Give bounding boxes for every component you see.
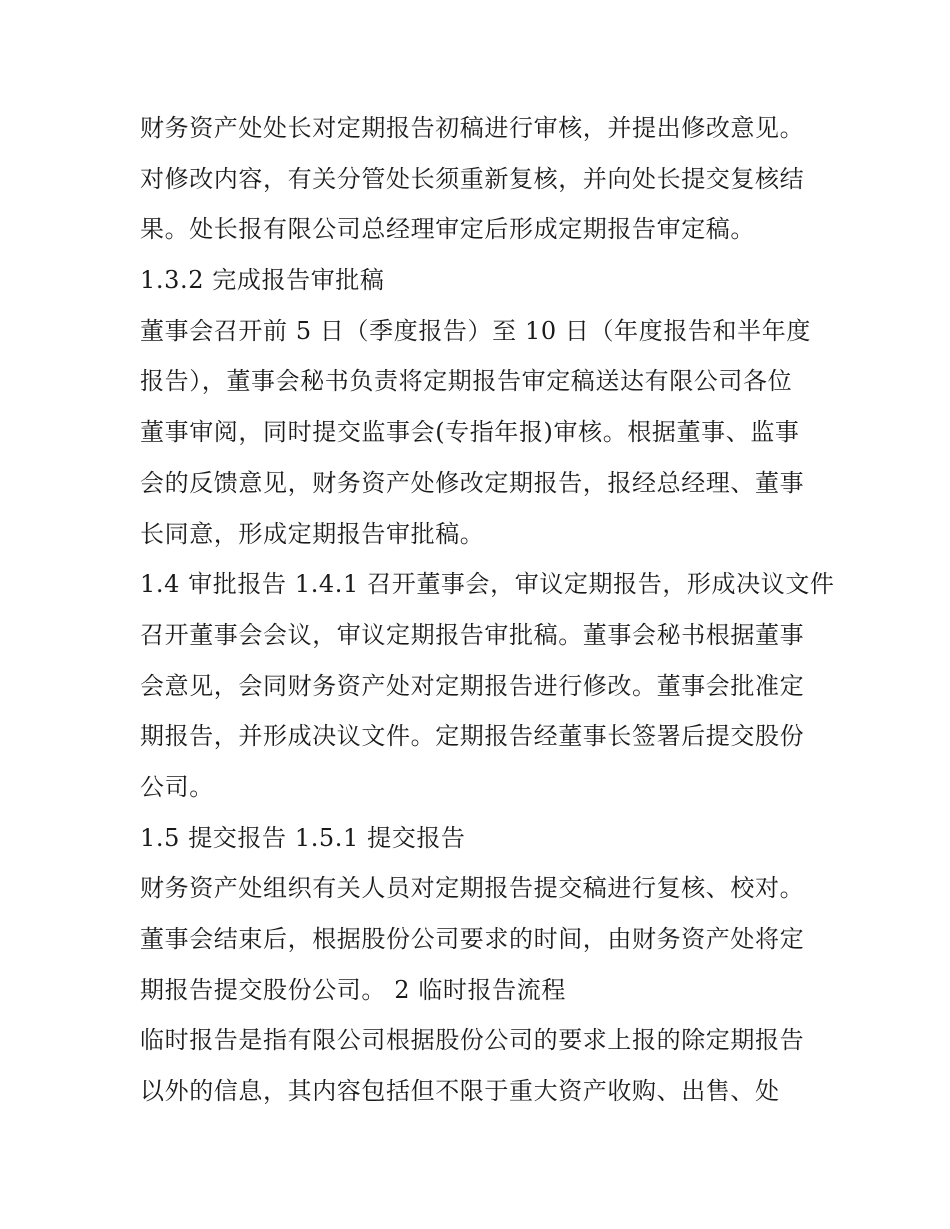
text-line: 果。处长报有限公司总经理审定后形成定期报告审定稿。	[140, 215, 755, 244]
text-line: 召开董事会会议，审议定期报告审批稿。董事会秘书根据董事	[140, 620, 805, 649]
text-line: 临时报告是指有限公司根据股份公司的要求上报的除定期报告	[140, 1026, 805, 1055]
text-line: 财务资产处处长对定期报告初稿进行审核，并提出修改意见。	[140, 114, 805, 142]
text-line: 对修改内容，有关分管处长须重新复核，并向处长提交复核结	[140, 164, 805, 193]
text-line: 期报告提交股份公司。 2 临时报告流程	[140, 975, 566, 1004]
text-line: 以外的信息，其内容包括但不限于重大资产收购、出售、处	[140, 1077, 780, 1106]
document-body	[140, 103, 835, 1117]
text-line: 长同意，形成定期报告审批稿。	[140, 519, 485, 548]
text-line: 董事审阅，同时提交监事会(专指年报)审核。根据董事、监事	[140, 418, 800, 447]
section-heading: 1.4 审批报告 1.4.1 召开董事会，审议定期报告，形成决议文件	[140, 570, 835, 599]
section-heading: 1.3.2 完成报告审批稿	[140, 266, 385, 295]
section-heading: 1.5 提交报告 1.5.1 提交报告	[140, 823, 466, 852]
text-line: 财务资产处组织有关人员对定期报告提交稿进行复核、校对。	[140, 874, 805, 903]
text-line: 公司。	[140, 772, 214, 801]
text-line: 董事会结束后，根据股份公司要求的时间，由财务资产处将定	[140, 925, 805, 953]
text-line: 会的反馈意见，财务资产处修改定期报告，报经总经理、董事	[140, 468, 805, 497]
text-line: 会意见，会同财务资产处对定期报告进行修改。董事会批准定	[140, 671, 805, 700]
text-line: 董事会召开前 5 日（季度报告）至 10 日（年度报告和半年度	[140, 316, 811, 345]
text-line: 报告），董事会秘书负责将定期报告审定稿送达有限公司各位	[140, 367, 793, 396]
text-line: 期报告，并形成决议文件。定期报告经董事长签署后提交股份	[140, 722, 805, 751]
